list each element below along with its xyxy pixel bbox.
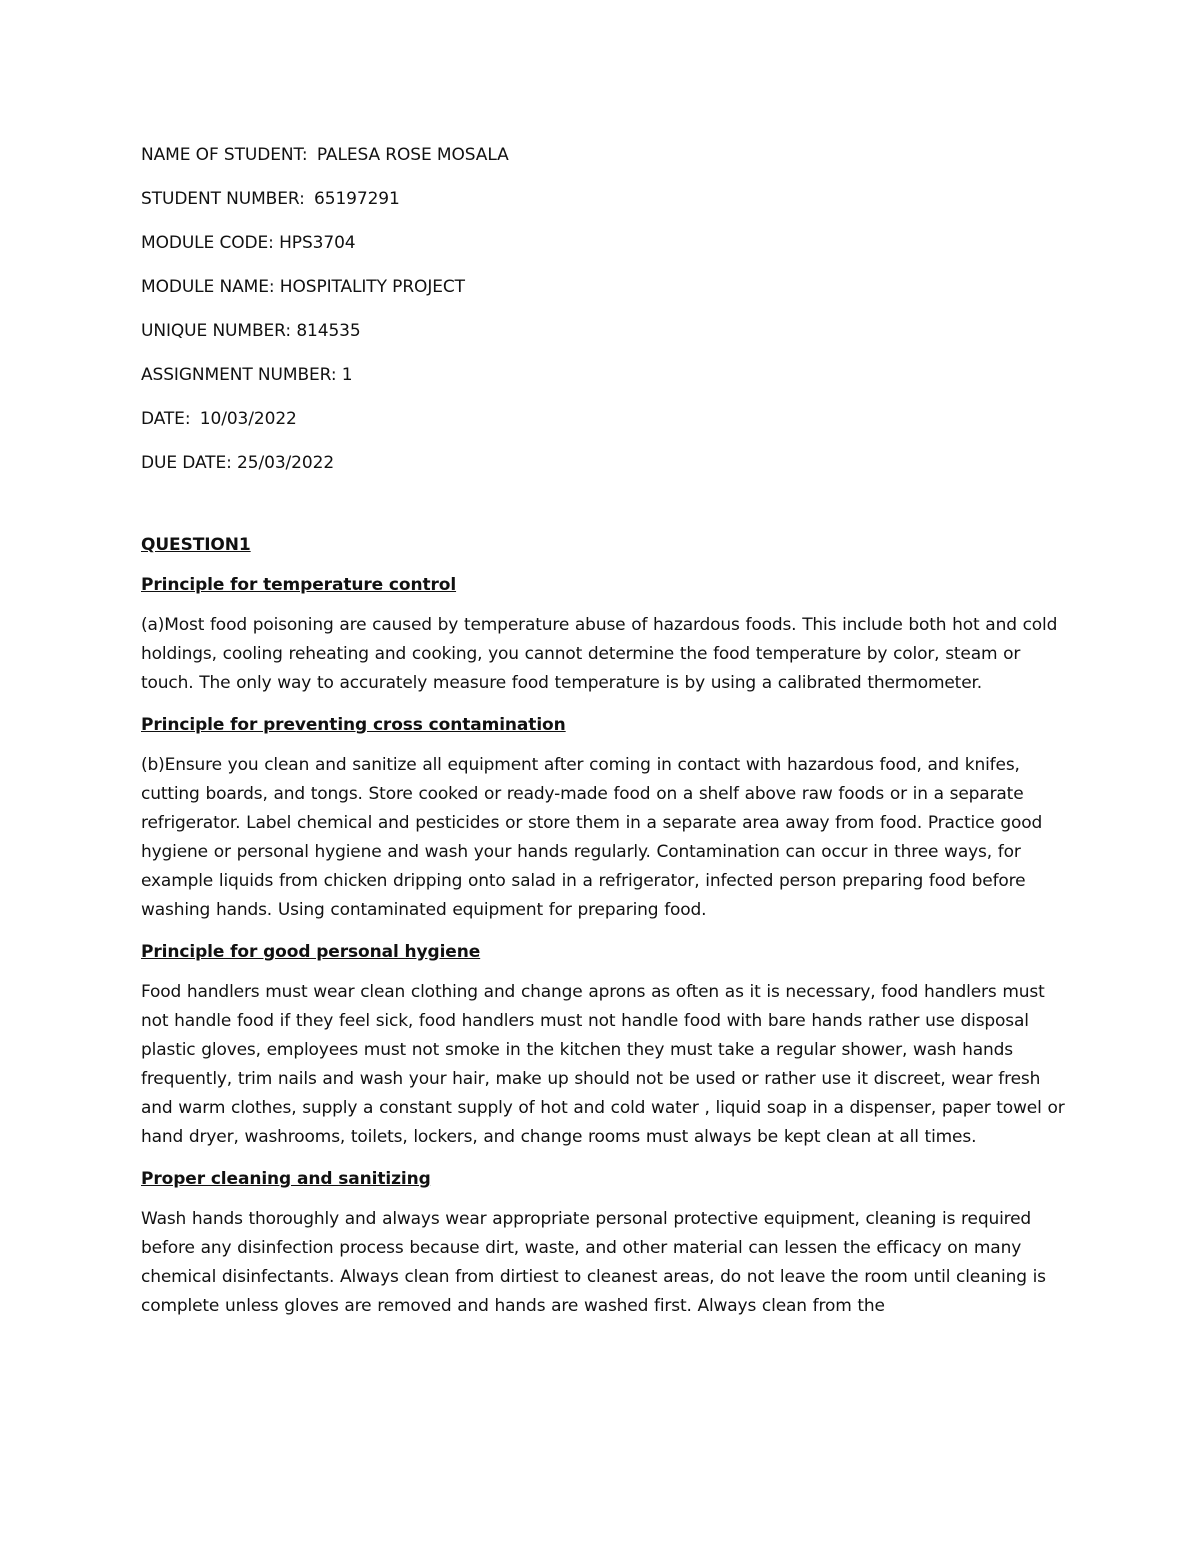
module-code-label: MODULE CODE: — [141, 233, 274, 253]
unique-number-value: 814535 — [296, 321, 361, 341]
student-number-value: 65197291 — [314, 189, 400, 209]
section-spacer — [141, 493, 1071, 531]
unique-number-line — [141, 317, 1071, 346]
module-code-value: HPS3704 — [279, 233, 356, 253]
module-name-label: MODULE NAME: — [141, 277, 275, 297]
section-heading-cross-contamination: Principle for preventing cross contamination — [141, 715, 566, 735]
section-heading-personal-hygiene: Principle for good personal hygiene — [141, 942, 481, 962]
question-title: QUESTION1 — [141, 535, 251, 555]
student-name-value: PALESA ROSE MOSALA — [316, 145, 509, 165]
section-body-personal-hygiene: Food handlers must wear clean clothing and change aprons as often as it is necessary, food handlers must not handle food if they feel sick, food handlers must not handle food with bare hands rather use disposal plastic gloves, employees must not smoke in the kitchen they must take a regular shower, wash hands frequently, trim nails and wash your hair, make up should not be used or rather use it discreet, wear fresh and warm clothes, supply a constant supply of hot and cold water , liquid soap in a dispenser, paper towel or hand dryer, washrooms, toilets, lockers, and change rooms must always be kept clean at all times. — [141, 982, 1065, 1147]
student-number-label: STUDENT NUMBER: — [141, 189, 305, 209]
document-content — [141, 141, 1071, 1334]
due-date-line — [141, 449, 1071, 478]
module-code-line — [141, 229, 1071, 258]
due-date-value: 25/03/2022 — [237, 453, 335, 473]
section-body-cross-contamination: (b)Ensure you clean and sanitize all equipment after coming in contact with hazardous food, and knifes, cutting boards, and tongs. Store cooked or ready-made food on a shelf above raw foods or in a separate refrigerator. Label chemical and pesticides or store them in a separate area away from food. Practice good hygiene or personal hygiene and wash your hands regularly. Contamination can occur in three ways, for example liquids from chicken dripping onto salad in a refrigerator, infected person preparing food before washing hands. Using contaminated equipment for preparing food. — [141, 755, 1043, 920]
unique-number-label: UNIQUE NUMBER: — [141, 321, 291, 341]
date-label: DATE: — [141, 409, 191, 429]
assignment-number-label: ASSIGNMENT NUMBER: — [141, 365, 337, 385]
student-name-line — [141, 141, 1071, 170]
assignment-number-line — [141, 361, 1071, 390]
section-heading-cleaning-sanitizing: Proper cleaning and sanitizing — [141, 1169, 431, 1189]
date-value: 10/03/2022 — [199, 409, 297, 429]
assignment-number-value: 1 — [341, 365, 353, 385]
date-line — [141, 405, 1071, 434]
module-name-value: HOSPITALITY PROJECT — [279, 277, 465, 297]
student-number-line — [141, 185, 1071, 214]
section-body-temperature-control: (a)Most food poisoning are caused by temperature abuse of hazardous foods. This include both hot and cold holdings, cooling reheating and cooking, you cannot determine the food temperature by color, steam or touch. The only way to accurately measure food temperature is by using a calibrated thermometer. — [141, 615, 1058, 693]
student-name-label: NAME OF STUDENT: — [141, 145, 308, 165]
due-date-label: DUE DATE: — [141, 453, 232, 473]
section-body-cleaning-sanitizing: Wash hands thoroughly and always wear appropriate personal protective equipment, cleaning is required before any disinfection process because dirt, waste, and other material can lessen the efficacy on many chemical disinfectants. Always clean from dirtiest to cleanest areas, do not leave the room until cleaning is complete unless gloves are removed and hands are washed first. Always clean from the — [141, 1209, 1046, 1316]
module-name-line — [141, 273, 1071, 302]
section-heading-temperature-control: Principle for temperature control — [141, 575, 457, 595]
